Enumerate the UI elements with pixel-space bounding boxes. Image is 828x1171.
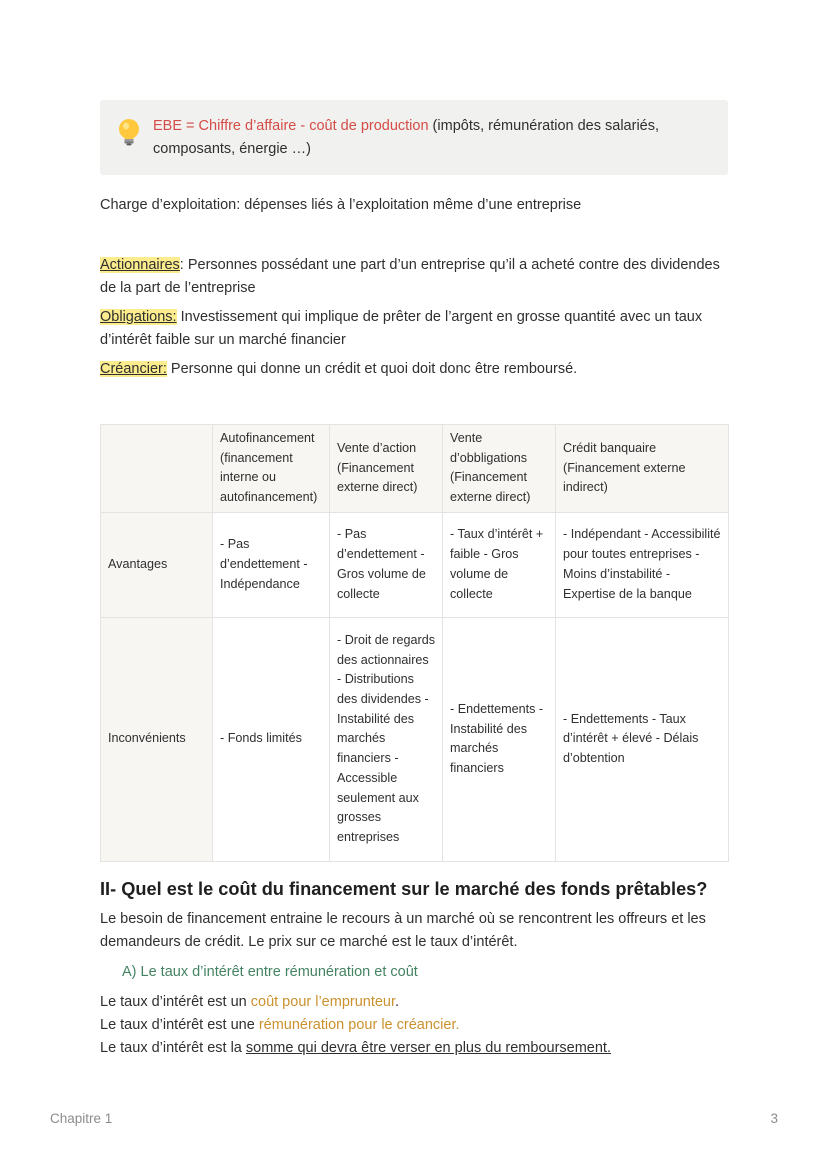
ebe-details: (impôts, rémunération des salariés, composants, énergie …) <box>153 118 660 157</box>
table-cell: - Pas d’endettement - Gros volume de collecte <box>330 512 443 617</box>
line-emphasis: somme qui devra être verser en plus du remboursement. <box>245 1040 611 1056</box>
table-header-cell: Autofinancement (financement interne ou autofinancement) <box>213 425 330 513</box>
line-suffix: . <box>395 994 400 1010</box>
callout-text <box>153 115 713 160</box>
taux-line-somme <box>100 1037 730 1060</box>
definition-text: Investissement qui implique de prêter de l’argent en grosse quantité avec un taux d’intérêt faible sur un marché financier <box>100 309 703 348</box>
charge-exploitation-paragraph: Charge d’exploitation: dépenses liés à l’exploitation même d’une entreprise <box>100 197 582 213</box>
lightbulb-icon <box>118 118 140 146</box>
definition-actionnaires <box>100 254 730 299</box>
section-heading: II- Quel est le coût du financement sur le marché des fonds prêtables? <box>100 879 708 899</box>
definition-creancier <box>100 358 730 381</box>
table-header-cell <box>101 425 213 513</box>
table-cell: - Endettements - Instabilité des marchés financiers <box>443 617 556 861</box>
table-cell: - Endettements - Taux d’intérêt + élevé - Délais d’obtention <box>556 617 729 861</box>
line-prefix: Le taux d’intérêt est une <box>100 1017 259 1033</box>
taux-line-cout <box>100 991 730 1014</box>
table-row-avantages <box>101 512 729 617</box>
term-creancier: Créancier: <box>100 361 167 377</box>
financing-comparison-table <box>100 424 729 862</box>
line-emphasis: rémunération pour le créancier. <box>258 1017 460 1033</box>
footer-page-number: 3 <box>770 1111 778 1126</box>
table-header-cell: Vente d’obbligations (Financement externe direct) <box>443 425 556 513</box>
line-emphasis: coût pour l’emprunteur <box>250 994 396 1010</box>
table-cell: - Taux d’intérêt + faible - Gros volume de collecte <box>443 512 556 617</box>
footer-chapter: Chapitre 1 <box>50 1111 113 1126</box>
table-header-row <box>101 425 729 513</box>
ebe-formula: EBE = Chiffre d’affaire - coût de production <box>153 118 429 134</box>
definition-text: Personne qui donne un crédit et quoi doit donc être remboursé. <box>166 361 578 377</box>
row-label: Inconvénients <box>101 617 213 861</box>
table-header-cell: Vente d’action (Financement externe direct) <box>330 425 443 513</box>
taux-line-remuneration <box>100 1014 730 1037</box>
definition-text: : Personnes possédant une part d’un entreprise qu’il a acheté contre des dividendes de la part de l’entreprise <box>100 257 720 296</box>
term-actionnaires: Actionnaires <box>100 257 180 273</box>
table-header-cell: Crédit banquaire (Financement externe indirect) <box>556 425 729 513</box>
table-cell: - Droit de regards des actionnaires - Distributions des dividendes - Instabilité des marchés financiers - Accessible seulement aux grosses entreprises <box>330 617 443 861</box>
table-row-inconvenients <box>101 617 729 861</box>
subheading-taux-interet: A) Le taux d’intérêt entre rémunération et coût <box>122 964 418 980</box>
term-obligations: Obligations: <box>100 309 177 325</box>
definition-obligations <box>100 306 730 351</box>
line-prefix: Le taux d’intérêt est un <box>100 994 251 1010</box>
ebe-callout <box>100 100 728 175</box>
table-cell: - Pas d’endettement - Indépendance <box>213 512 330 617</box>
table-cell: - Fonds limités <box>213 617 330 861</box>
section-intro: Le besoin de financement entraine le recours à un marché où se rencontrent les offreurs et les demandeurs de crédit. Le prix sur ce marché est le taux d’intérêt. <box>100 911 706 950</box>
row-label: Avantages <box>101 512 213 617</box>
line-prefix: Le taux d’intérêt est la <box>100 1040 246 1056</box>
table-cell: - Indépendant - Accessibilité pour toutes entreprises - Moins d’instabilité - Expertise de la banque <box>556 512 729 617</box>
